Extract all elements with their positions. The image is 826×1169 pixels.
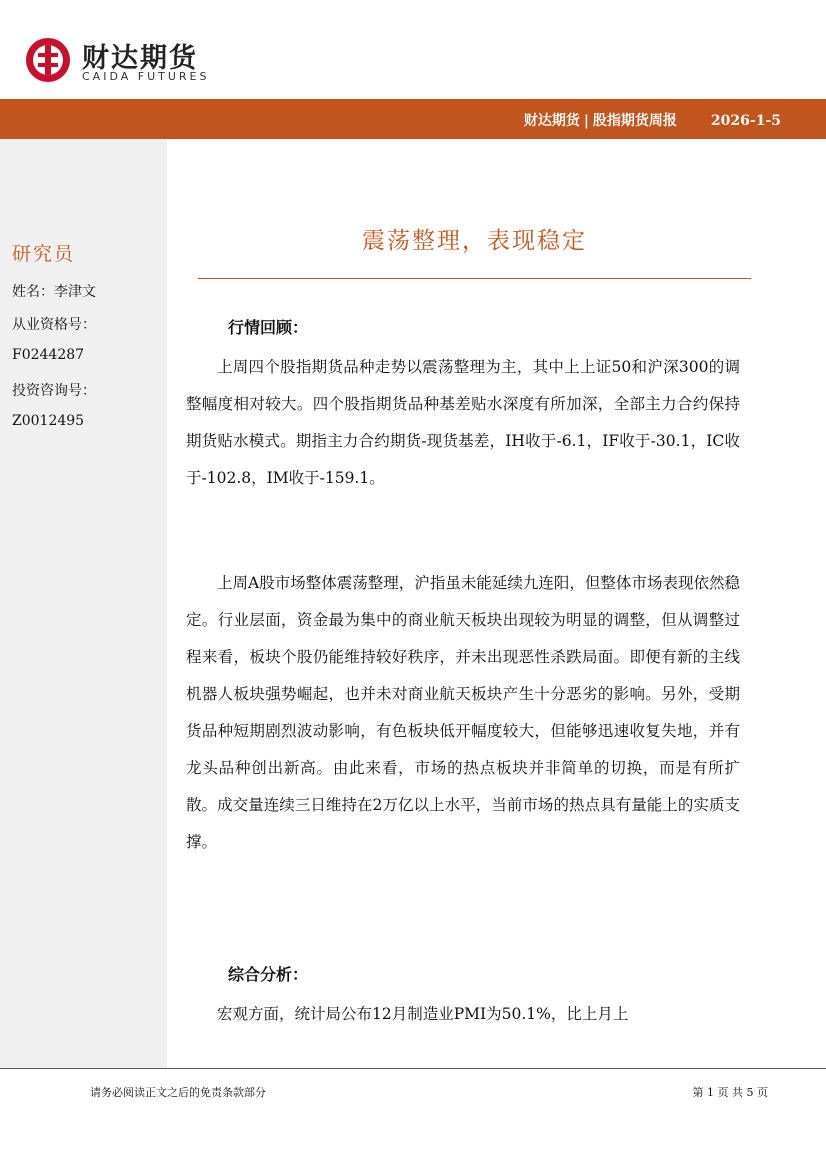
qualification-number: F0244287 — [12, 347, 85, 363]
page-number: 第 1 页 共 5 页 — [692, 1086, 768, 1099]
qualification-label: 从业资格号： — [12, 317, 96, 333]
section-heading-analysis: 综合分析： — [228, 965, 309, 984]
article-title: 震荡整理，表现稳定 — [362, 228, 587, 254]
analyst-name: 姓名：李津文 — [12, 284, 96, 300]
band-separator: | — [583, 113, 589, 129]
sidebar — [0, 139, 167, 1069]
header-band-text — [524, 110, 781, 130]
paragraph-analysis-1: 宏观方面，统计局公布12月制造业PMI为50.1%，比上月上 — [217, 1005, 629, 1023]
footer-divider — [0, 1068, 826, 1069]
logo-english-name: CAIDA FUTURES — [82, 70, 210, 83]
company-logo — [24, 36, 219, 84]
footer-disclaimer: 请务必阅读正文之后的免责条款部分 — [90, 1086, 266, 1099]
caida-logo-icon — [24, 36, 72, 84]
report-date: 2026-1-5 — [710, 113, 781, 129]
band-report-name: 股指期货周报 — [592, 113, 677, 129]
paragraph-market-review-2: 上周A股市场整体震荡整理，沪指虽未能延续九连阳，但整体市场表现依然稳定。行业层面，资金最为集中的商业航天板块出现较为明显的调整，但从调整过程来看，板块个股仍能维持较好秩序，并未出现恶性杀跌局面。即便有新的主线机器人板块强势崛起，也并未对商业航天板块产生十分恶劣的影响。另外，受期货品种短期剧烈波动影响，有色板块低开幅度较大，但能够迅速收复失地，并有龙头品种创出新高。由此来看，市场的热点板块并非简单的切换，而是有所扩散。成交量连续三日维持在2万亿以上水平，当前市场的热点具有量能上的实质支撑。 — [186, 574, 740, 851]
investment-consult-number: Z0012495 — [12, 413, 85, 429]
logo-chinese-name: 财达期货 — [82, 43, 198, 74]
paragraph-market-review-1: 上周四个股指期货品种走势以震荡整理为主，其中上上证50和沪深300的调整幅度相对较大。四个股指期货品种基差贴水深度有所加深，全部主力合约保持期货贴水模式。期指主力合约期货-现货基差，IH收于-6.1，IF收于-30.1，IC收于-102.8，IM收于-159.1。 — [186, 358, 740, 487]
band-company: 财达期货 — [523, 113, 580, 129]
investment-consult-label: 投资咨询号： — [12, 383, 96, 399]
sidebar-title: 研究员 — [12, 243, 76, 265]
title-divider — [198, 278, 751, 279]
header-band — [0, 99, 826, 139]
section-heading-market-review: 行情回顾： — [228, 318, 309, 337]
